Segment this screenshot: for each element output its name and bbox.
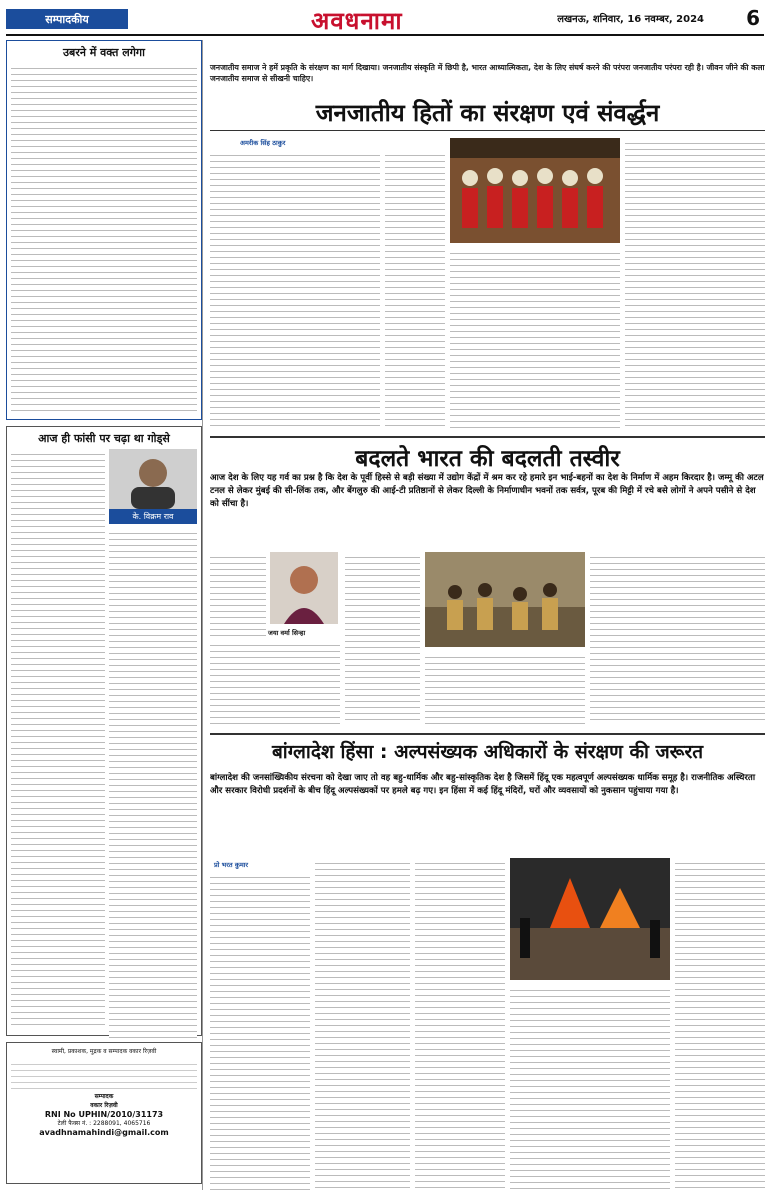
protest-photo-icon	[510, 858, 670, 980]
article2-text-col-1b	[210, 640, 340, 725]
author-portrait-icon	[109, 449, 197, 509]
email: avadhnamahindi@gmail.com	[39, 1128, 169, 1137]
article3-intro: बांग्लादेश की जनसांख्यिकीय संरचना को देखा जाए तो वह बहु-धार्मिक और बहु-सांस्कृतिक देश है जिसमें हिंदू एक महत्वपूर्ण अल्पसंख्यक धार्मिक समूह है। राजनीतिक अस्थिरता और सरकार विरोधी प्रदर्शनों के बीच हिंदू अल्पसंख्यकों पर हमले बढ़ गए। इन हिंसा में कई हिंदू मंदिरों, घरों और व्यवसायों को नुकसान पहुंचाया गया है।	[210, 773, 756, 796]
article2-text-col-4	[590, 552, 765, 725]
article3-text-col-2	[315, 858, 410, 1190]
article1-headline: जनजातीय हितों का संरक्षण एवं संवर्द्धन	[315, 99, 660, 127]
opinion-text-col-1	[11, 449, 105, 1029]
article1-text-col-2	[385, 150, 445, 430]
imprint-editor: वकार रिज़वी	[90, 1102, 118, 1109]
section-label: सम्पादकीय	[6, 9, 128, 29]
imprint-line: स्वामी, प्रकाशक, मुद्रक व सम्पादक वकार रिज़वी	[51, 1048, 157, 1055]
article2-text-col-3	[425, 652, 585, 725]
article3-byline: प्रो भरत कुमार	[214, 861, 249, 869]
rni-number: RNI No UPHIN/2010/31173	[44, 1110, 164, 1119]
article3-text-col-4	[510, 985, 670, 1190]
opinion-title: आज ही फांसी पर चढ़ा था गोड्से	[38, 432, 170, 445]
page-number: 6	[746, 6, 760, 30]
article3-photo	[510, 858, 670, 980]
phone-fax: टेली फैक्स नं. : 2288091, 4065716	[57, 1120, 151, 1127]
article1-text-col-4	[625, 138, 765, 430]
article1-text-col-3	[450, 248, 620, 430]
article2-intro: आज देश के लिए यह गर्व का प्रश्न है कि देश के पूर्वी हिस्से से बड़ी संख्या में उद्योग केंद्रों में श्रम कर रहे हमारे इन भाई-बहनों का देश के निर्माण में अहम किरदार है। जम्मू की अटल टनल से लेकर मुंबई की सी-लिंक तक, और बेंगलुरु की आई-टी प्रतिष्ठानों से लेकर दिल्ली के निर्माणाधीन भवनों तक सर्वत्र, पूरब की मिट्टी में रचे बसे लोगों ने अपने पसीने से देश को सींचा है।	[210, 473, 764, 509]
article3-text-col-1	[210, 872, 310, 1190]
article1-byline: अमरीक सिंह ठाकुर	[240, 139, 286, 147]
opinion-box	[6, 426, 202, 1036]
article2-photo	[425, 552, 585, 647]
lead-paragraph: जनजातीय समाज ने हमें प्रकृति के संरक्षण का मार्ग दिखाया। जनजातीय संस्कृति में छिपी है, भारत आध्यात्मिकता, देश के लिए संघर्ष करने की परंपरा जनजातीय परंपरा रही है। जीवन जीने की कला जनजातीय समाज से सीखनी चाहिए।	[210, 63, 765, 83]
imprint-editor-label: सम्पादक	[94, 1093, 114, 1100]
article1-photo	[450, 138, 620, 243]
author-name: के. विक्रम राव	[109, 509, 197, 524]
author-portrait-icon	[270, 552, 338, 624]
article3-text-col-3	[415, 858, 505, 1190]
newspaper-logo: अवधनामा	[311, 6, 403, 35]
article2-text-col-2	[345, 552, 420, 725]
article2-headline: बदलते भारत की बदलती तस्वीर	[355, 446, 620, 472]
article2-byline: जया वर्मा सिन्हा	[268, 629, 306, 637]
workers-photo-icon	[425, 552, 585, 647]
editorial-title: उबरने में वक्त लगेगा	[63, 46, 145, 59]
editorial-box	[6, 40, 202, 420]
issue-date: लखनऊ, शनिवार, 16 नवम्बर, 2024	[557, 14, 704, 25]
tribal-dance-photo-icon	[450, 138, 620, 243]
imprint-box	[6, 1042, 202, 1184]
article3-headline: बांग्लादेश हिंसा : अल्पसंख्यक अधिकारों के संरक्षण की जरूरत	[271, 741, 704, 763]
editorial-text	[11, 63, 197, 415]
author-photo	[109, 449, 197, 509]
opinion-text-col-2	[109, 528, 197, 1040]
article3-text-col-5	[675, 858, 765, 1190]
left-column	[6, 40, 203, 1190]
article2-author-photo	[270, 552, 338, 624]
article1-text-col-1	[210, 150, 380, 430]
masthead	[6, 4, 764, 36]
